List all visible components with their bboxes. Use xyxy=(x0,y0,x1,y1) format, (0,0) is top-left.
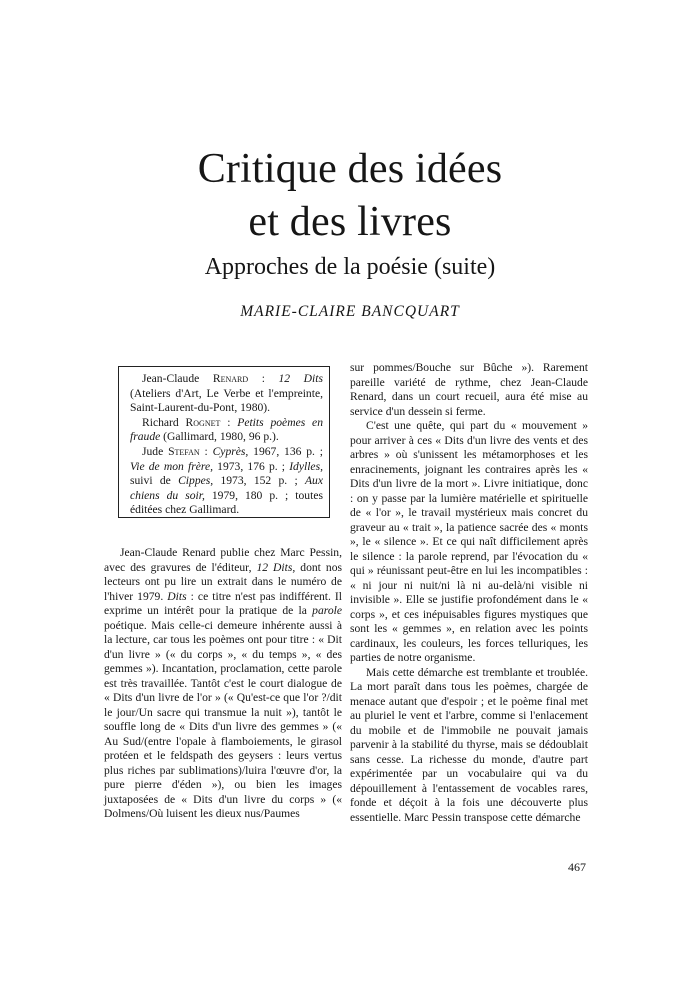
body-paragraph: C'est une quête, qui part du « mouvement » pour arriver à ces « Dits d'un livre des vents et des arbres » où s'unissent les métamorphoses et les enracinements, joignant les contraires après les « Dits d'un livre de la mort ». Livre initiatique, donc : on y passe par la lumière matérielle et spirituelle de « l'or », le travail mystérieux mais concret du graveur au « trait », la patience sacrée des « monts », le « silence ». Et ce qui naît difficilement après le silence : la parole reprend, par l'évocation du « qui » réunissant peut-être en lui les incompatibles : « ni jour ni nuit/ni là ni au-delà/ni visible ni invisible ». Elle se justifie profondément dans le « corps », et ces inépuisables figures mystiques que sont les « gemmes », en relation avec les points cardinaux, les couleurs, les forces telluriques, les parties de notre organisme. xyxy=(350,419,588,664)
body-paragraph: Jean-Claude Renard publie chez Marc Pessin, avec des gravures de l'éditeur, 12 Dits, dont nos lecteurs ont pu lire un extrait dans le numéro de l'hiver 1979. Dits : ce titre n'est pas indifférent. Il exprime un intérêt pour la pratique de la parole poétique. Mais celle-ci demeure inhérente aussi à la lecture, car tous les poèmes ont pour titre : « Dit d'un livre » (« du corps », « du temps », « des gemmes »). Incantation, proclamation, cette parole est très travaillée. Tantôt c'est le court dialogue de « Dits d'un livre de l'or » (« Qu'est-ce que l'or ?/dit le jour/Un sacre qui transmue la nuit »), tantôt le souffle long de « Dits d'un livre des gemmes » (« Au Sud/(entre l'opale à flamboiements, le girasol protéen et le feldspath des geysers : leurs vertus plus riches par sublimations)/luira l'œuvre d'or, la pure pierre d'éden »), ou bien les images juxtaposées de « Dits d'un livre du corps » (« Dolmens/Où luisent les dieux nus/Paumes xyxy=(104,546,343,820)
article-subtitle: Approches de la poésie (suite) xyxy=(204,254,496,280)
left-column xyxy=(104,546,342,822)
body-paragraph: sur pommes/Bouche sur Bûche »). Rarement pareille variété de rythme, chez Jean-Claude Renard, dans un court recueil, aura été mise au service d'un dessein si ferme. xyxy=(350,361,588,418)
article-title-line-2: et des livres xyxy=(248,199,452,245)
page-number: 467 xyxy=(568,860,586,874)
article-title-line-1: Critique des idées xyxy=(197,146,503,192)
bibliography-box xyxy=(118,366,330,518)
author-name: MARIE-CLAIRE BANCQUART xyxy=(240,303,460,320)
biblio-entry-stefan: Jude Stefan : Cyprès, 1967, 136 p. ; Vie de mon frère, 1973, 176 p. ; Idylles, suivi de Cippes, 1973, 152 p. ; Aux chiens du soir, 1979, 180 p. ; toutes éditées chez Gallimard. xyxy=(130,444,323,517)
right-column xyxy=(350,361,588,825)
biblio-entry-renard: Jean-Claude Renard : 12 Dits (Ateliers d'Art, Le Verbe et l'empreinte, Saint-Laurent-du-Pont, 1980). xyxy=(130,372,323,415)
biblio-entry-rognet: Richard Rognet : Petits poèmes en fraude (Gallimard, 1980, 96 p.). xyxy=(130,415,323,444)
body-paragraph: Mais cette démarche est tremblante et troublée. La mort paraît dans tous les poèmes, chargée de menace autant que d'espoir ; et le poème final met au pluriel le vent et l'arbre, comme si l'enlacement du mobile et de l'immobile ne pouvait jamais parvenir à la stabilité du thyrse, mais se dédoublait sans cesse. La richesse du monde, d'autre part expérimentée par un vocabulaire qui va du dépouillement à l'entassement de vocables rares, fonde et déçoit à la fois une découverte plus essentielle. Marc Pessin transpose cette démarche xyxy=(350,665,588,824)
